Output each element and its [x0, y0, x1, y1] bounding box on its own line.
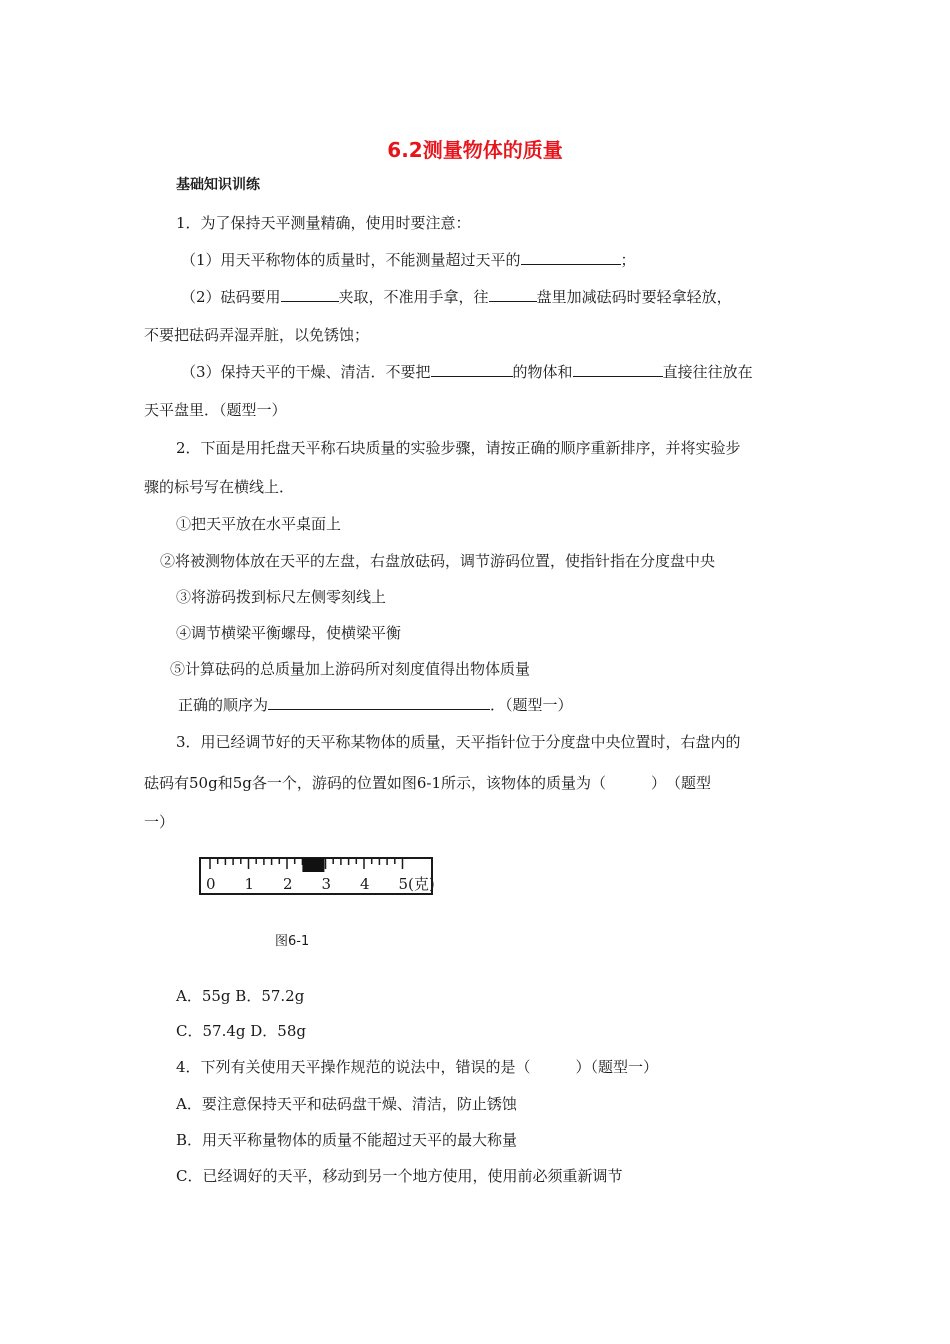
answer-blank [521, 250, 621, 265]
figure-caption: 图6-1 [275, 934, 310, 949]
q4-option: B．用天平称量物体的质量不能超过天平的最大称量 [176, 1131, 518, 1149]
q4-stem: 4．下列有关使用天平操作规范的说法中，错误的是（ ）（题型一） [176, 1058, 659, 1076]
section-heading: 基础知识训练 [176, 177, 260, 193]
tick-label: 1 [244, 875, 255, 893]
q2-answer-end: ．（题型一） [490, 696, 573, 714]
answer-blank [281, 287, 339, 302]
q2-step: ⑤计算砝码的总质量加上游码所对刻度值得出物体质量 [170, 660, 531, 678]
q2-answer-label: 正确的顺序为 [178, 696, 269, 714]
q1-part1-end: ； [620, 251, 636, 269]
q3-stem: 3．用已经调节好的天平称某物体的质量，天平指针位于分度盘中央位置时，右盘内的 [176, 733, 741, 751]
q3-stem-end: 一） [144, 813, 175, 831]
q2-step: ③将游码拨到标尺左侧零刻线上 [176, 588, 387, 606]
tick-label: 4 [360, 875, 370, 893]
q3-options-cd: C．57.4g D．58g [176, 1022, 306, 1040]
q1-part2-mid: 夹取，不准用手拿，往 [338, 288, 489, 306]
q4-option: C．已经调好的天平，移动到另一个地方使用，使用前必须重新调节 [176, 1167, 623, 1185]
q2-step: ④调节横梁平衡螺母，使横梁平衡 [176, 624, 402, 642]
q1-part2-cont: 不要把砝码弄湿弄脏，以免锈蚀； [144, 326, 370, 344]
q4-option: A．要注意保持天平和砝码盘干燥、清洁，防止锈蚀 [176, 1095, 517, 1113]
q3-stem-cont: 砝码有50g和5g各一个，游码的位置如图6-1所示，该物体的质量为（ ） （题型 [144, 774, 711, 792]
q1-stem: 1．为了保持天平测量精确，使用时要注意： [176, 214, 471, 232]
q3-options-ab: A．55g B．57.2g [176, 987, 305, 1005]
tick-label: 3 [321, 875, 332, 893]
q1-part3-text: （3）保持天平的干燥、清洁．不要把 [181, 363, 431, 381]
answer-blank [268, 695, 490, 710]
rider-scale-figure [198, 855, 438, 897]
q2-step: ②将被测物体放在天平的左盘，右盘放砝码，调节游码位置，使指针指在分度盘中央 [160, 552, 716, 570]
rider-slider [302, 858, 324, 872]
q1-part2-text: （2）砝码要用 [181, 288, 281, 306]
q1-part3-cont: 天平盘里．（题型一） [144, 401, 287, 419]
q1-part3-end: 直接往往放在 [662, 363, 753, 381]
tick-label: 0 [206, 875, 216, 893]
q1-part1 [181, 250, 636, 270]
q1-part1-text: （1）用天平称物体的质量时，不能测量超过天平的 [181, 251, 521, 269]
q2-answer-line [178, 695, 573, 715]
q2-step: ①把天平放在水平桌面上 [176, 515, 342, 533]
answer-blank [573, 362, 663, 377]
answer-blank [431, 362, 513, 377]
q1-part2 [181, 287, 732, 307]
answer-blank [489, 287, 537, 302]
q1-part3 [181, 362, 753, 382]
q2-stem-cont: 骤的标号写在横线上． [144, 478, 295, 496]
tick-label: 5(克) [398, 875, 435, 893]
q2-stem: 2．下面是用托盘天平称石块质量的实验步骤，请按正确的顺序重新排序，并将实验步 [176, 439, 741, 457]
tick-label: 2 [283, 875, 293, 893]
q1-part2-end: 盘里加减砝码时要轻拿轻放， [536, 288, 732, 306]
q1-part3-mid: 的物体和 [512, 363, 573, 381]
page-title: 6.2测量物体的质量 [387, 138, 563, 162]
